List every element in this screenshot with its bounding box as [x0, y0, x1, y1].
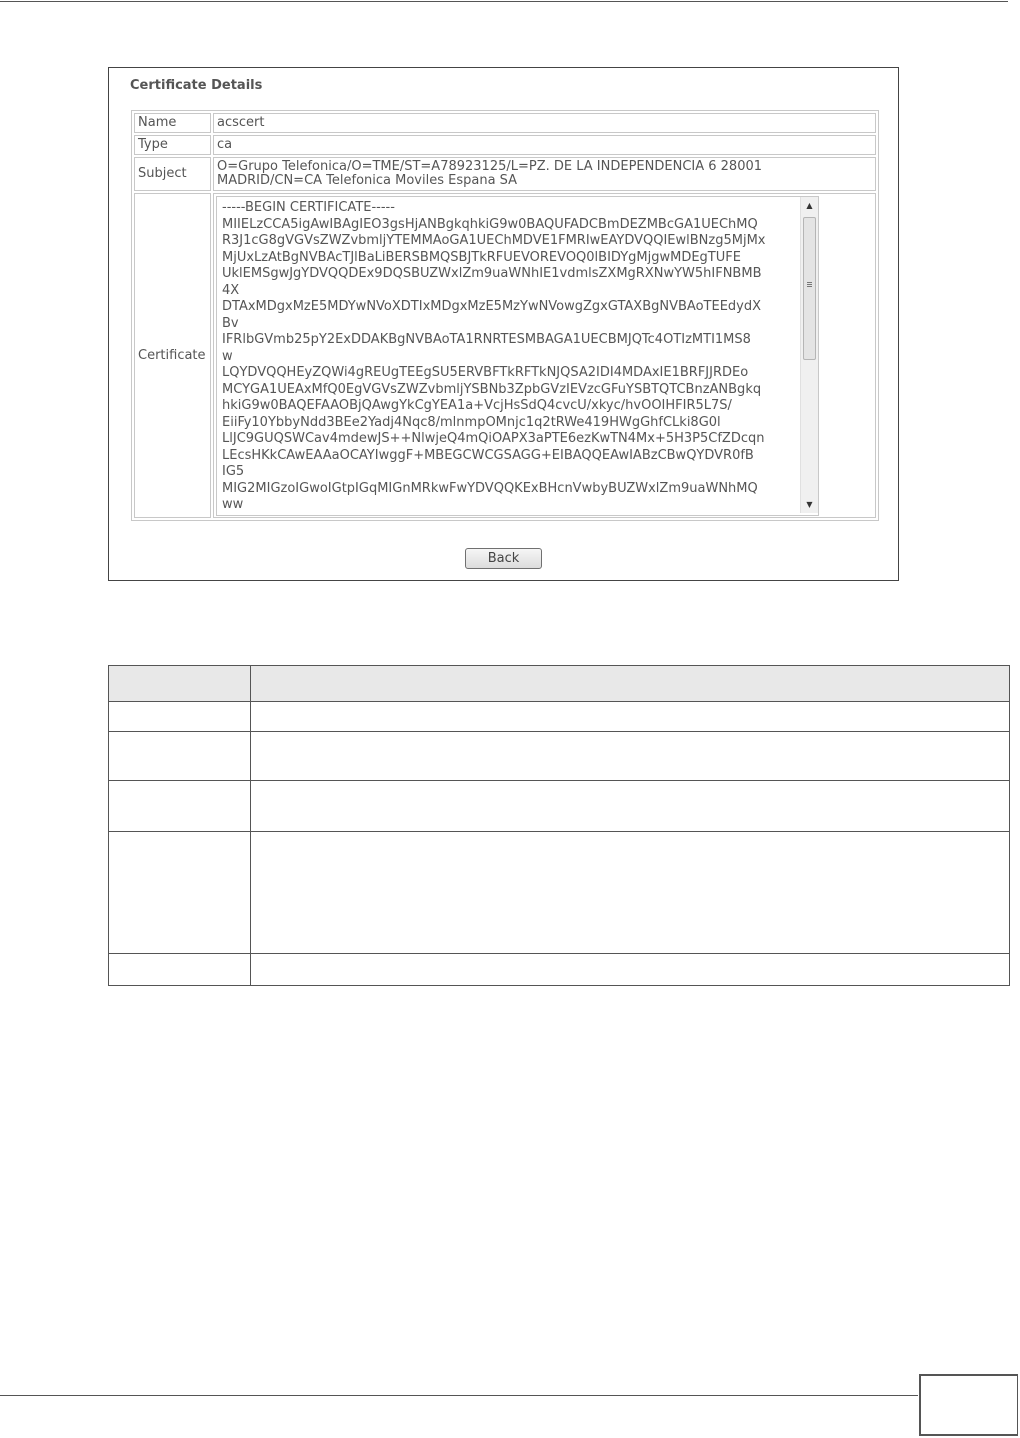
- certificate-text: -----BEGIN CERTIFICATE----- MIIELzCCA5igAwIBAgIEO3gsHjANBgkqhkiG9w0BAQUFADCBmDEZMBcGA1UEChMQ R3J1cG8gVGVsZWZvbmljYTEMMAoGA1UEChMDVE1FMRIwEAYDVQQIEwlBNzg5MjMx MjUxLzAtBgNVBAcTJlBaLiBERSBMQSBJTkRFUEVOREVOQ0lBIDYgMjgwMDEgTUFE UklEMSgwJgYDVQQDEx9DQSBUZWxlZm9uaWNhIE1vdmlsZXMgRXNwYW5hIFNBMB 4X DTAxMDgxMzE5MDYwNVoXDTIxMDgxMzE5MzYwNVowgZgxGTAXBgNVBAoTEEdydX Bv IFRlbGVmb25pY2ExDDAKBgNVBAoTA1RNRTESMBAGA1UECBMJQTc4OTIzMTI1MS8 w LQYDVQQHEyZQWi4gREUgTEEgSU5ERVBFTkRFTkNJQSA2IDI4MDAxIE1BRFJJRDEo MCYGA1UEAxMfQ0EgVGVsZWZvbmljYSBNb3ZpbGVzIEVzcGFuYSBTQTCBnzANBgkq hkiG9w0BAQEFAAOBjQAwgYkCgYEA1a+VcjHsSdQ4cvcU/xkyc/hvOOIHFIR5L7S/ EiiFy10YbbyNdd3BEe2Yadj4Nqc8/mlnmpOMnjc1q2tRWe419HWgGhfCLki8G0l LlJC9GUQSWCav4mdewJS++NlwjeQ4mQiOAPX3aPTE6ezKwTN4Mx+5H3P5CfZDcqn LEcsHKkCAwEAAaOCAYIwggF+MBEGCWCGSAGG+EIBAQQEAwIABzCBwQYDVR0fB IG5 MIG2MIGzoIGwoIGtpIGqMIGnMRkwFwYDVQQKExBHcnVwbyBUZWxlZm9uaWNhMQ ww: [222, 200, 766, 512]
- type-label: Type: [134, 135, 211, 155]
- table-row: [109, 832, 1010, 954]
- back-button[interactable]: Back: [465, 548, 542, 569]
- table-row: [109, 702, 1010, 732]
- table-row: [109, 781, 1010, 832]
- name-row: [134, 113, 876, 133]
- type-value: ca: [213, 135, 876, 155]
- certificate-details-panel: [108, 67, 899, 581]
- footer-rule: [0, 1395, 918, 1396]
- header-rule: [0, 1, 1008, 2]
- header-cell-label: [109, 666, 251, 702]
- scroll-down-icon[interactable]: ▼: [806, 500, 813, 509]
- certificate-row: [134, 193, 876, 518]
- type-row: [134, 135, 876, 155]
- scroll-up-icon[interactable]: ▲: [806, 201, 813, 210]
- certificate-details-table: [131, 110, 879, 521]
- certificate-textarea[interactable]: [216, 196, 819, 516]
- subject-label: Subject: [134, 157, 211, 191]
- table-row: [109, 732, 1010, 781]
- subject-value: O=Grupo Telefonica/O=TME/ST=A78923125/L=PZ. DE LA INDEPENDENCIA 6 28001 MADRID/CN=CA Telefonica Moviles Espana SA: [213, 157, 876, 191]
- name-value: acscert: [213, 113, 876, 133]
- header-cell-description: [251, 666, 1010, 702]
- panel-title: Certificate Details: [130, 78, 263, 93]
- certificate-label: Certificate: [134, 193, 211, 518]
- table-header-row: [109, 666, 1010, 702]
- subject-row: [134, 157, 876, 191]
- certificate-scrollbar[interactable]: [800, 197, 818, 513]
- grip-icon: [807, 282, 812, 283]
- table-row: [109, 954, 1010, 986]
- certificate-cell: [213, 193, 876, 518]
- name-label: Name: [134, 113, 211, 133]
- page-number-box: [919, 1374, 1018, 1436]
- field-description-table: [108, 665, 1010, 986]
- scroll-thumb[interactable]: [803, 217, 816, 360]
